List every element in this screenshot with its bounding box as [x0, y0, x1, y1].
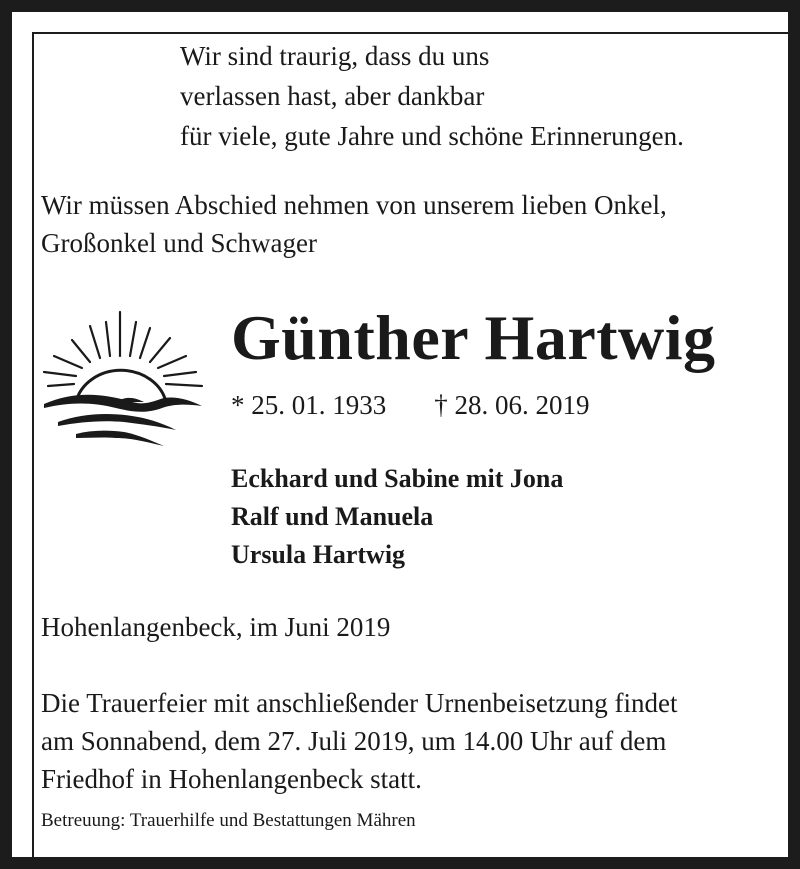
intro-line: Wir müssen Abschied nehmen von unserem lieben Onkel,	[41, 190, 667, 220]
poem	[180, 36, 684, 156]
place-date: Hohenlangenbeck, im Juni 2019	[41, 612, 391, 642]
deceased-name: Günther Hartwig	[231, 302, 716, 373]
mourner: Eckhard und Sabine mit Jona	[231, 464, 564, 493]
funeral-line: Friedhof in Hohenlangenbeck statt.	[41, 764, 422, 794]
intro-line: Großonkel und Schwager	[41, 228, 317, 258]
intro-text	[41, 186, 667, 262]
sunset-over-hills-icon	[36, 304, 208, 450]
funeral-line: Die Trauerfeier mit anschließender Urnenbeisetzung findet	[41, 688, 678, 718]
poem-line: für viele, gute Jahre und schöne Erinnerungen.	[180, 121, 684, 151]
death-date: † 28. 06. 2019	[434, 390, 590, 420]
mourner: Ursula Hartwig	[231, 540, 406, 569]
funeral-info	[41, 684, 678, 798]
mourners-list	[231, 460, 563, 574]
life-dates	[231, 388, 590, 422]
poem-line: Wir sind traurig, dass du uns	[180, 41, 490, 71]
funeral-line: am Sonnabend, dem 27. Juli 2019, um 14.00 Uhr auf dem	[41, 726, 667, 756]
care-notice: Betreuung: Trauerhilfe und Bestattungen Mähren	[41, 810, 416, 831]
mourner: Ralf und Manuela	[231, 502, 434, 531]
poem-line: verlassen hast, aber dankbar	[180, 81, 485, 111]
birth-date: * 25. 01. 1933	[231, 390, 387, 420]
